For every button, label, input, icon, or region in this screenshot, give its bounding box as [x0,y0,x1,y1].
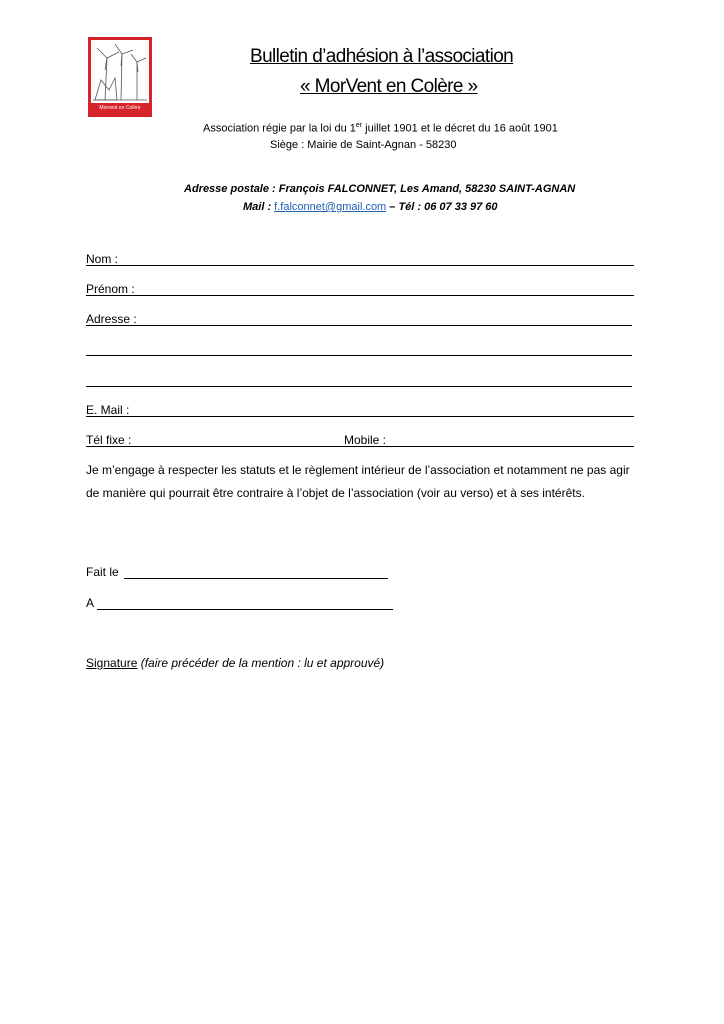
signature-note: (faire précéder de la mention : lu et approuvé) [137,656,385,670]
contact-line [243,201,498,213]
email-link[interactable]: f.falconnet@gmail.com [274,201,387,213]
postal-address: Adresse postale : François FALCONNET, Les Amand, 58230 SAINT-AGNAN [184,183,576,195]
prenom-line[interactable] [86,295,634,296]
signature-line [86,656,384,670]
signature-label: Signature [86,656,138,670]
document-title: Bulletin d’adhésion à l’association [250,46,514,67]
law-superscript: er [355,122,363,129]
association-logo [88,37,152,117]
adresse-line-2[interactable] [86,355,632,356]
fait-le-label: Fait le [86,565,119,579]
wind-turbines-logo-icon [91,40,149,103]
law-suffix: juillet 1901 et le décret du 16 août 1901 [362,122,558,135]
email-line[interactable] [86,416,634,417]
phone: – Tél : 06 07 33 97 60 [386,201,498,213]
adresse-label: Adresse : [86,312,137,326]
email-label: E. Mail : [86,403,130,417]
fait-le-line[interactable] [124,578,388,579]
nom-label: Nom : [86,252,119,266]
logo-caption: Morvent en Colère [91,103,149,114]
a-label: A [86,596,95,610]
a-line[interactable] [97,609,393,610]
adresse-line-3[interactable] [86,386,632,387]
tel-fixe-label: Tél fixe : [86,433,132,447]
seat-address: Siège : Mairie de Saint-Agnan - 58230 [270,139,457,151]
law-statement [203,122,558,135]
prenom-label: Prénom : [86,282,135,296]
mobile-label: Mobile : [344,433,387,447]
commitment-text: Je m’engage à respecter les statuts et le règlement intérieur de l’association et notamment ne pas agir de manière qui pourrait être contraire à l’objet de l’association (voir au verso) et à ses intérêts. [86,463,630,500]
tel-line[interactable] [86,446,634,447]
law-prefix: Association régie par la loi du 1 [203,122,356,135]
nom-line[interactable] [86,265,634,266]
adresse-line-1[interactable] [86,325,632,326]
association-name: « MorVent en Colère » [300,76,478,97]
mail-label: Mail : [243,201,275,213]
